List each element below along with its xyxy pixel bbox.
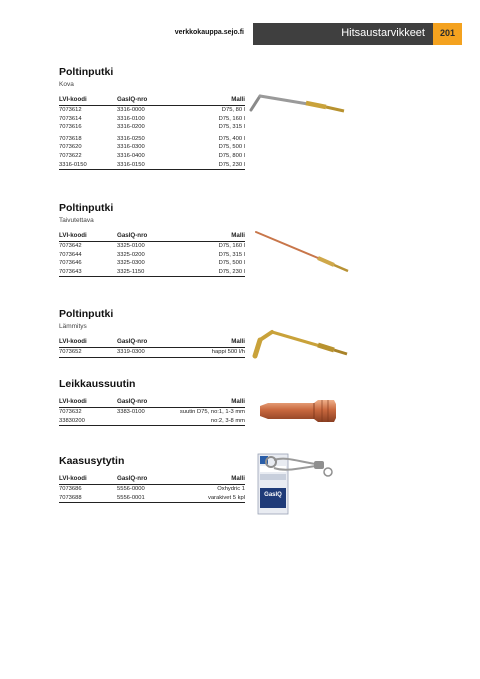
table-row <box>59 268 245 277</box>
cell-malli: happi 500 l/h <box>175 348 245 358</box>
cell-gasiq: 3383-0100 <box>117 409 145 415</box>
col-lvi-header: LVI-koodi <box>59 231 117 242</box>
table-header-row <box>59 397 245 408</box>
cell-gasiq: 3316-0400 <box>117 152 145 159</box>
package-label: GasIQ <box>264 492 282 498</box>
product-table <box>59 95 245 170</box>
cell-lvi: 7073688 <box>59 494 117 503</box>
cell-lvi: 7073642 <box>59 243 82 249</box>
table-row <box>59 106 245 115</box>
cell-gasiq: 3325-0200 <box>117 251 145 258</box>
col-gasiq-header: GasIQ-nro <box>117 231 175 242</box>
table-row <box>59 161 245 170</box>
cell-malli: D75, 400 l <box>218 135 245 142</box>
section-kaasusytytin <box>59 455 245 503</box>
cell-malli: D75, 160 l <box>218 243 245 249</box>
cell-lvi: 3316-0150 <box>59 161 117 170</box>
col-lvi-header: LVI-koodi <box>59 337 117 348</box>
cell-malli: D75, 315 l <box>218 124 245 131</box>
straight-torch-tube-image <box>248 86 348 130</box>
product-table <box>59 337 245 358</box>
cell-lvi: 7073616 <box>59 124 82 131</box>
cell-lvi: 7073652 <box>59 348 117 358</box>
cell-gasiq: 3316-0000 <box>117 107 145 113</box>
page-number-box <box>433 23 462 45</box>
table-header-row <box>59 337 245 348</box>
col-gasiq-header: GasIQ-nro <box>117 397 175 408</box>
cell-gasiq: 3316-0250 <box>117 135 145 142</box>
section-poltinputki-kova <box>59 66 245 170</box>
table-header-row <box>59 231 245 242</box>
table-row <box>59 251 245 260</box>
site-url[interactable]: verkkokauppa.sejo.fi <box>174 29 244 36</box>
cell-malli: D75, 160 l <box>218 115 245 122</box>
product-table <box>59 474 245 503</box>
cell-malli: D75, 80 l <box>221 107 245 113</box>
table-row <box>59 242 245 251</box>
section-poltinputki-taivutettava <box>59 202 245 277</box>
table-row <box>59 408 245 417</box>
col-malli-header: Malli <box>175 231 245 242</box>
cell-malli: varakivet 5 kpl <box>175 494 245 503</box>
cell-lvi: 7073618 <box>59 135 82 142</box>
table-header-row <box>59 474 245 485</box>
col-lvi-header: LVI-koodi <box>59 95 117 106</box>
cell-gasiq: 3316-0300 <box>117 144 145 151</box>
cell-lvi: 7073644 <box>59 251 82 258</box>
col-gasiq-header: GasIQ-nro <box>117 474 175 485</box>
cell-malli: D75, 500 l <box>218 144 245 151</box>
cell-gasiq: 3316-0100 <box>117 115 145 122</box>
cell-lvi: 7073620 <box>59 144 82 151</box>
table-header-row <box>59 95 245 106</box>
cell-malli: no:2, 3-8 mm <box>175 417 245 426</box>
cell-gasiq: 3325-0100 <box>117 243 145 249</box>
section-title: Leikkaussuutin <box>59 378 136 390</box>
product-table <box>59 231 245 277</box>
section-title: Kaasusytytin <box>59 455 125 467</box>
col-lvi-header: LVI-koodi <box>59 397 117 408</box>
cell-malli: suutin D75, no:1, 1-3 mm <box>179 409 245 415</box>
cell-malli: D75, 230 l <box>175 161 245 170</box>
cell-gasiq: 3316-0150 <box>117 161 175 170</box>
cell-lvi: 33830200 <box>59 417 117 426</box>
section-subtitle: Lämmitys <box>59 323 87 330</box>
table-row <box>59 259 245 268</box>
cell-gasiq <box>117 417 175 426</box>
cell-lvi: 7073622 <box>59 152 82 159</box>
category-bar <box>253 23 433 45</box>
cell-gasiq: 3325-1150 <box>117 268 175 277</box>
col-malli-header: Malli <box>175 337 245 348</box>
cell-malli: D75, 500 l <box>218 260 245 267</box>
section-subtitle: Kova <box>59 81 74 88</box>
cell-gasiq: 3316-0200 <box>117 124 145 131</box>
cell-gasiq: 3319-0300 <box>117 348 175 358</box>
cell-lvi: 7073614 <box>59 115 82 122</box>
cutting-nozzle-image <box>256 398 338 424</box>
col-malli-header: Malli <box>175 95 245 106</box>
section-title: Poltinputki <box>59 308 114 320</box>
cell-lvi: 7073612 <box>59 107 82 113</box>
cell-gasiq: 3325-0300 <box>117 260 145 267</box>
cell-lvi: 7073646 <box>59 260 82 267</box>
cell-gasiq: 5556-0000 <box>117 486 145 492</box>
table-row <box>59 132 245 144</box>
cell-malli: D75, 800 l <box>218 152 245 159</box>
col-lvi-header: LVI-koodi <box>59 474 117 485</box>
table-row <box>59 494 245 503</box>
page-number: 201 <box>439 28 456 38</box>
table-row <box>59 123 245 132</box>
bendable-torch-tube-image <box>252 224 352 274</box>
product-table <box>59 397 245 426</box>
cell-malli: D75, 315 l <box>218 251 245 258</box>
heating-torch-tube-image <box>250 326 350 366</box>
page-header <box>0 23 480 45</box>
cell-gasiq: 5556-0001 <box>117 494 175 503</box>
section-title: Poltinputki <box>59 66 114 78</box>
category-title: Hitsaustarvikkeet <box>341 27 425 39</box>
col-gasiq-header: GasIQ-nro <box>117 337 175 348</box>
col-gasiq-header: GasIQ-nro <box>117 95 175 106</box>
section-poltinputki-lammitys <box>59 308 245 358</box>
col-malli-header: Malli <box>175 397 245 408</box>
section-title: Poltinputki <box>59 202 114 214</box>
table-row <box>59 417 245 426</box>
section-subtitle: Taivutettava <box>59 217 94 224</box>
table-row <box>59 143 245 152</box>
cell-malli: D75, 230 l <box>175 268 245 277</box>
col-malli-header: Malli <box>175 474 245 485</box>
cell-lvi: 7073686 <box>59 486 82 492</box>
table-row <box>59 152 245 161</box>
cell-lvi: 7073643 <box>59 268 117 277</box>
section-leikkaussuutin <box>59 378 245 426</box>
cell-malli: Oxhydric 1 <box>217 486 245 492</box>
gas-lighter-image <box>256 452 336 518</box>
table-row <box>59 115 245 124</box>
table-row <box>59 348 245 358</box>
cell-lvi: 7073632 <box>59 409 82 415</box>
table-row <box>59 485 245 494</box>
